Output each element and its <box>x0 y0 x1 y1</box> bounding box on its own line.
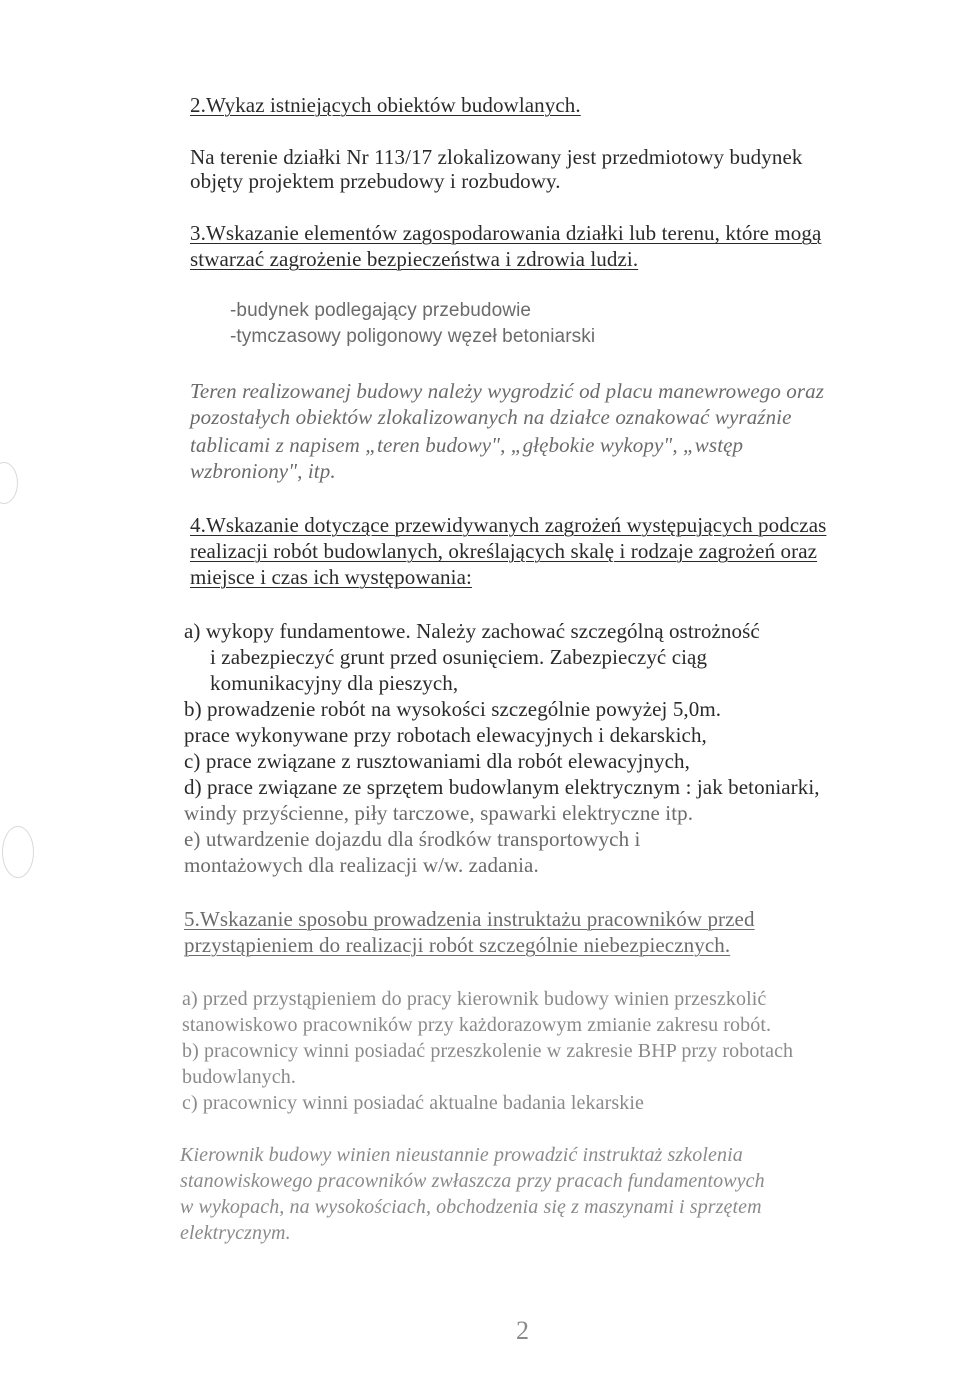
scan-artifact-circle <box>0 462 18 504</box>
section3-note-line: Teren realizowanej budowy należy wygrodzić od placu manewrowego oraz <box>190 379 825 403</box>
section4-item-line: montażowych dla realizacji w/w. zadania. <box>184 853 539 877</box>
section4-item-line: b) prowadzenie robót na wysokości szczególnie powyżej 5,0m. <box>184 697 722 721</box>
section4-item-line: a) wykopy fundamentowe. Należy zachować szczególną ostrożność <box>184 619 760 643</box>
section3-heading-line: stwarzać zagrożenie bezpieczeństwa i zdrowia ludzi. <box>190 247 639 271</box>
section5-note-line: w wykopach, na wysokościach, obchodzenia się z maszynami i sprzętem <box>180 1196 762 1218</box>
section5-item-line: budowlanych. <box>182 1066 296 1088</box>
section4-heading-line: 4.Wskazanie dotyczące przewidywanych zagrożeń występujących podczas <box>190 513 827 537</box>
section5-heading-line: 5.Wskazanie sposobu prowadzenia instruktażu pracowników przed <box>184 907 755 931</box>
section5-item-line: a) przed przystąpieniem do pracy kierownik budowy winien przeszkolić <box>182 988 767 1010</box>
section5-item-line: c) pracownicy winni posiadać aktualne badania lekarskie <box>182 1092 644 1114</box>
section4-item-line: prace wykonywane przy robotach elewacyjnych i dekarskich, <box>184 723 707 747</box>
section4-heading-line: realizacji robót budowlanych, określających skalę i rodzaje zagrożeń oraz <box>190 539 818 563</box>
section5-note-line: Kierownik budowy winien nieustannie prowadzić instruktaż szkolenia <box>180 1144 743 1166</box>
page-number: 2 <box>516 1316 529 1345</box>
section3-list-item: -tymczasowy poligonowy węzeł betoniarski <box>230 326 596 347</box>
section2-paragraph-line: objęty projektem przebudowy i rozbudowy. <box>190 169 561 193</box>
section3-note-line: pozostałych obiektów zlokalizowanych na działce oznakować wyraźnie <box>190 405 792 429</box>
section5-item-line: stanowiskowo pracowników przy każdorazowym zmianie zakresu robót. <box>182 1014 772 1036</box>
section4-item-line: e) utwardzenie dojazdu dla środków transportowych i <box>184 827 641 851</box>
section3-heading-line: 3.Wskazanie elementów zagospodarowania działki lub terenu, które mogą <box>190 221 822 245</box>
section5-note-line: elektrycznym. <box>180 1222 291 1244</box>
section2-paragraph-line: Na terenie działki Nr 113/17 zlokalizowany jest przedmiotowy budynek <box>190 145 803 169</box>
section3-list-item: -budynek podlegający przebudowie <box>230 300 532 321</box>
section3-note-line: tablicami z napisem „teren budowy", „głębokie wykopy", „wstęp <box>190 433 744 457</box>
section5-item-line: b) pracownicy winni posiadać przeszkolenie w zakresie BHP przy robotach <box>182 1040 794 1062</box>
section4-item-line: windy przyścienne, piły tarczowe, spawarki elektryczne itp. <box>184 801 694 825</box>
section5-note-line: stanowiskowego pracowników zwłaszcza przy pracach fundamentowych <box>180 1170 765 1192</box>
scan-artifact-circle <box>2 826 34 878</box>
section4-item-line: i zabezpieczyć grunt przed osunięciem. Zabezpieczyć ciąg <box>210 645 708 669</box>
section5-heading-line: przystąpieniem do realizacji robót szczególnie niebezpiecznych. <box>184 933 731 957</box>
section4-item-line: c) prace związane z rusztowaniami dla robót elewacyjnych, <box>184 749 690 773</box>
section4-heading-line: miejsce i czas ich występowania: <box>190 565 472 589</box>
section3-note-line: wzbroniony", itp. <box>190 459 336 483</box>
section4-item-line: komunikacyjny dla pieszych, <box>210 671 459 695</box>
section4-item-line: d) prace związane ze sprzętem budowlanym elektrycznym : jak betoniarki, <box>184 775 820 799</box>
section2-heading: 2.Wykaz istniejących obiektów budowlanych. <box>190 93 581 117</box>
